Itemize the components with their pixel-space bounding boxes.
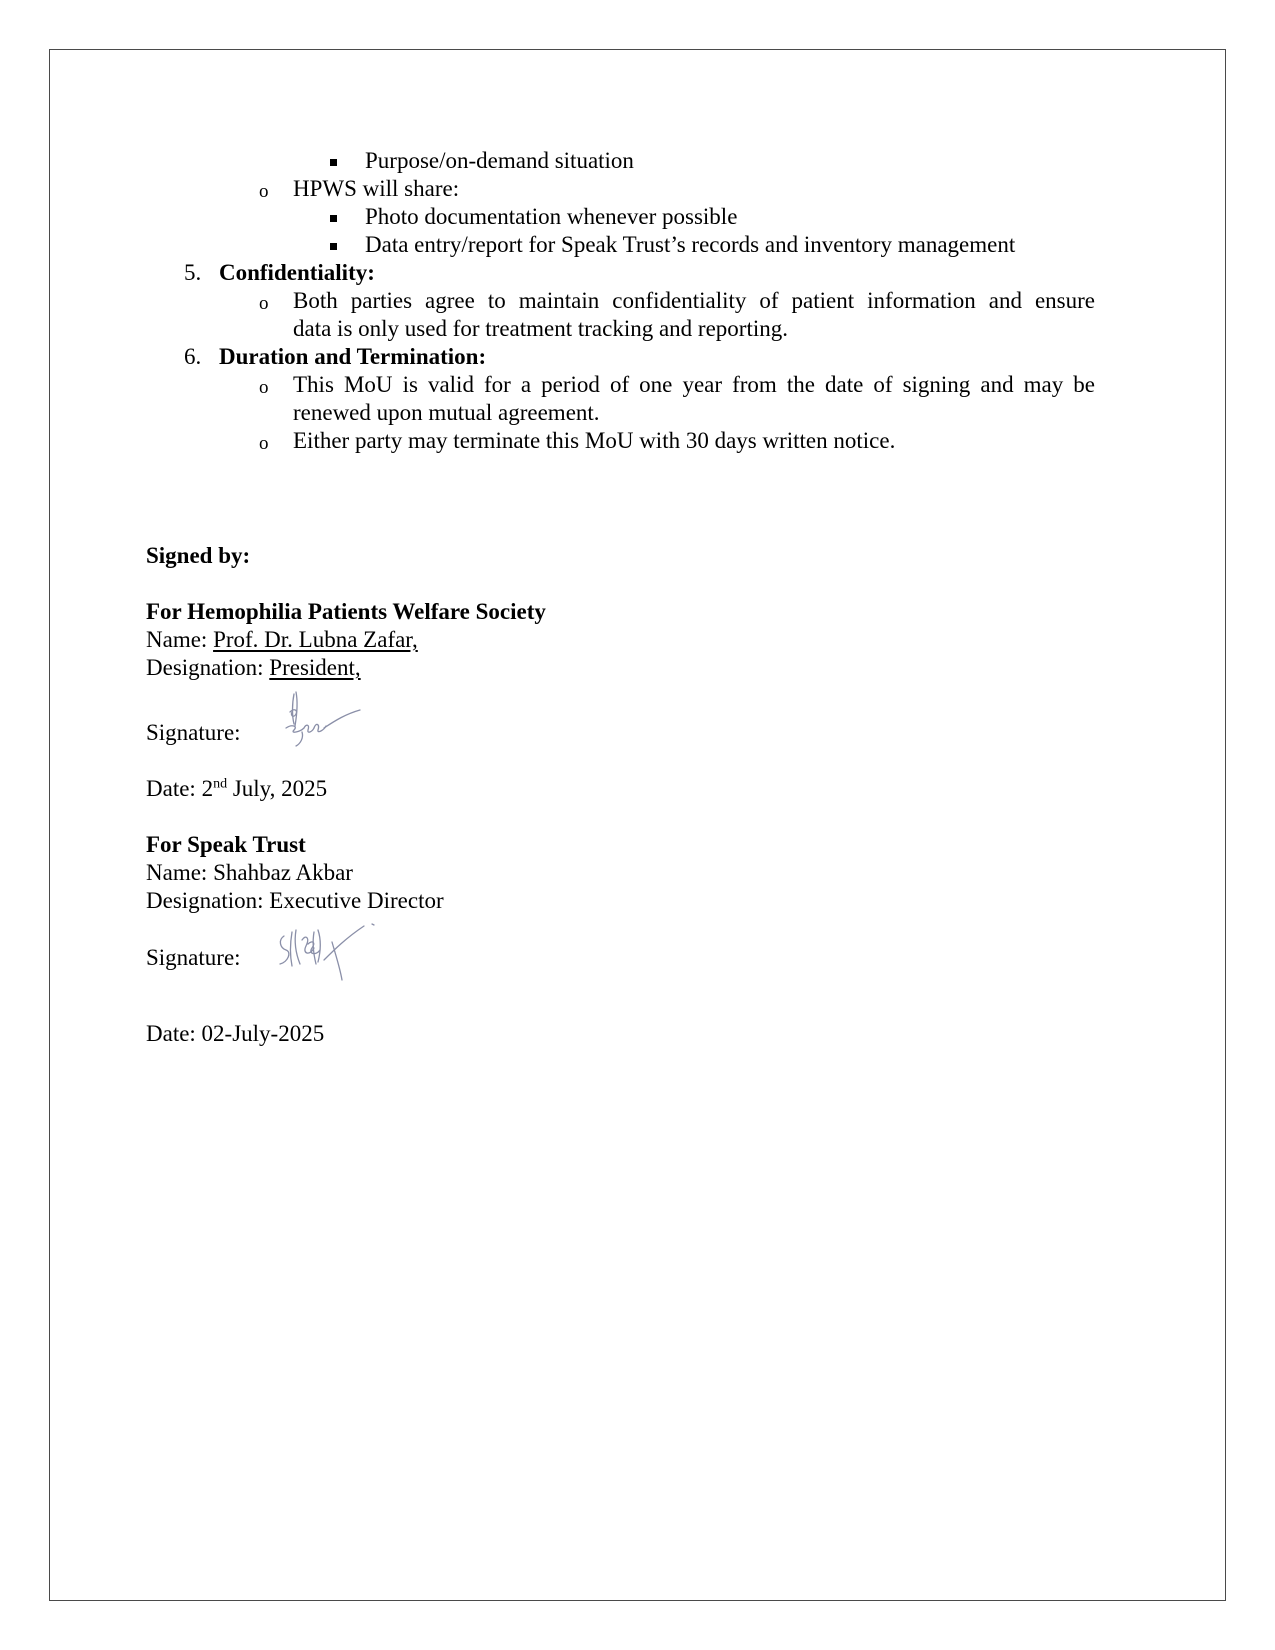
bullet-circle-icon: o <box>259 181 269 202</box>
bullet-square-icon <box>330 215 337 222</box>
list-item: Photo documentation whenever possible <box>365 204 738 229</box>
designation-line <box>146 887 444 915</box>
signature-image <box>280 690 370 750</box>
name-value: Prof. Dr. Lubna Zafar, <box>213 627 418 652</box>
list-item: Data entry/report for Speak Trust’s records and inventory management <box>365 232 1016 257</box>
signature-label: Signature: <box>146 945 241 970</box>
list-number: 5. <box>184 260 202 285</box>
bullet-square-icon <box>330 159 337 166</box>
signed-by-heading: Signed by: <box>146 543 251 568</box>
paragraph-line: Either party may terminate this MoU with 30 days written notice. <box>293 428 896 453</box>
signature-label: Signature: <box>146 720 241 745</box>
bullet-circle-icon: o <box>259 433 269 454</box>
name-line <box>146 859 353 887</box>
designation-line <box>146 654 361 682</box>
bullet-square-icon <box>330 243 337 250</box>
date-day: 2 <box>201 776 214 801</box>
name-label: Name: <box>146 860 214 885</box>
paragraph-line: data is only used for treatment tracking and reporting. <box>293 316 788 341</box>
designation-label: Designation: <box>146 888 270 913</box>
paragraph-line: This MoU is valid for a period of one year from the date of signing and may be <box>293 372 1095 397</box>
date-line <box>146 775 327 803</box>
party-heading: For Hemophilia Patients Welfare Society <box>146 599 546 624</box>
paragraph-line: Both parties agree to maintain confidentiality of patient information and ensure <box>293 288 1095 313</box>
bullet-circle-icon: o <box>259 377 269 398</box>
date-line: Date: 02-July-2025 <box>146 1021 325 1046</box>
date-rest: July, 2025 <box>227 776 328 801</box>
designation-value: President, <box>269 655 361 680</box>
section-heading: Duration and Termination: <box>219 344 487 369</box>
party-heading: For Speak Trust <box>146 832 306 857</box>
designation-label: Designation: <box>146 655 270 680</box>
section-heading: Confidentiality: <box>219 260 375 285</box>
name-value: Shahbaz Akbar <box>213 860 353 885</box>
signature-image <box>272 920 382 984</box>
designation-value: Executive Director <box>269 888 444 913</box>
name-line <box>146 626 418 654</box>
list-number: 6. <box>184 344 202 369</box>
list-item: Purpose/on-demand situation <box>365 148 634 173</box>
paragraph-line: renewed upon mutual agreement. <box>293 400 600 425</box>
bullet-circle-icon: o <box>259 293 269 314</box>
date-label: Date: <box>146 776 202 801</box>
list-item: HPWS will share: <box>293 176 460 201</box>
date-suffix: nd <box>213 776 228 792</box>
name-label: Name: <box>146 627 214 652</box>
